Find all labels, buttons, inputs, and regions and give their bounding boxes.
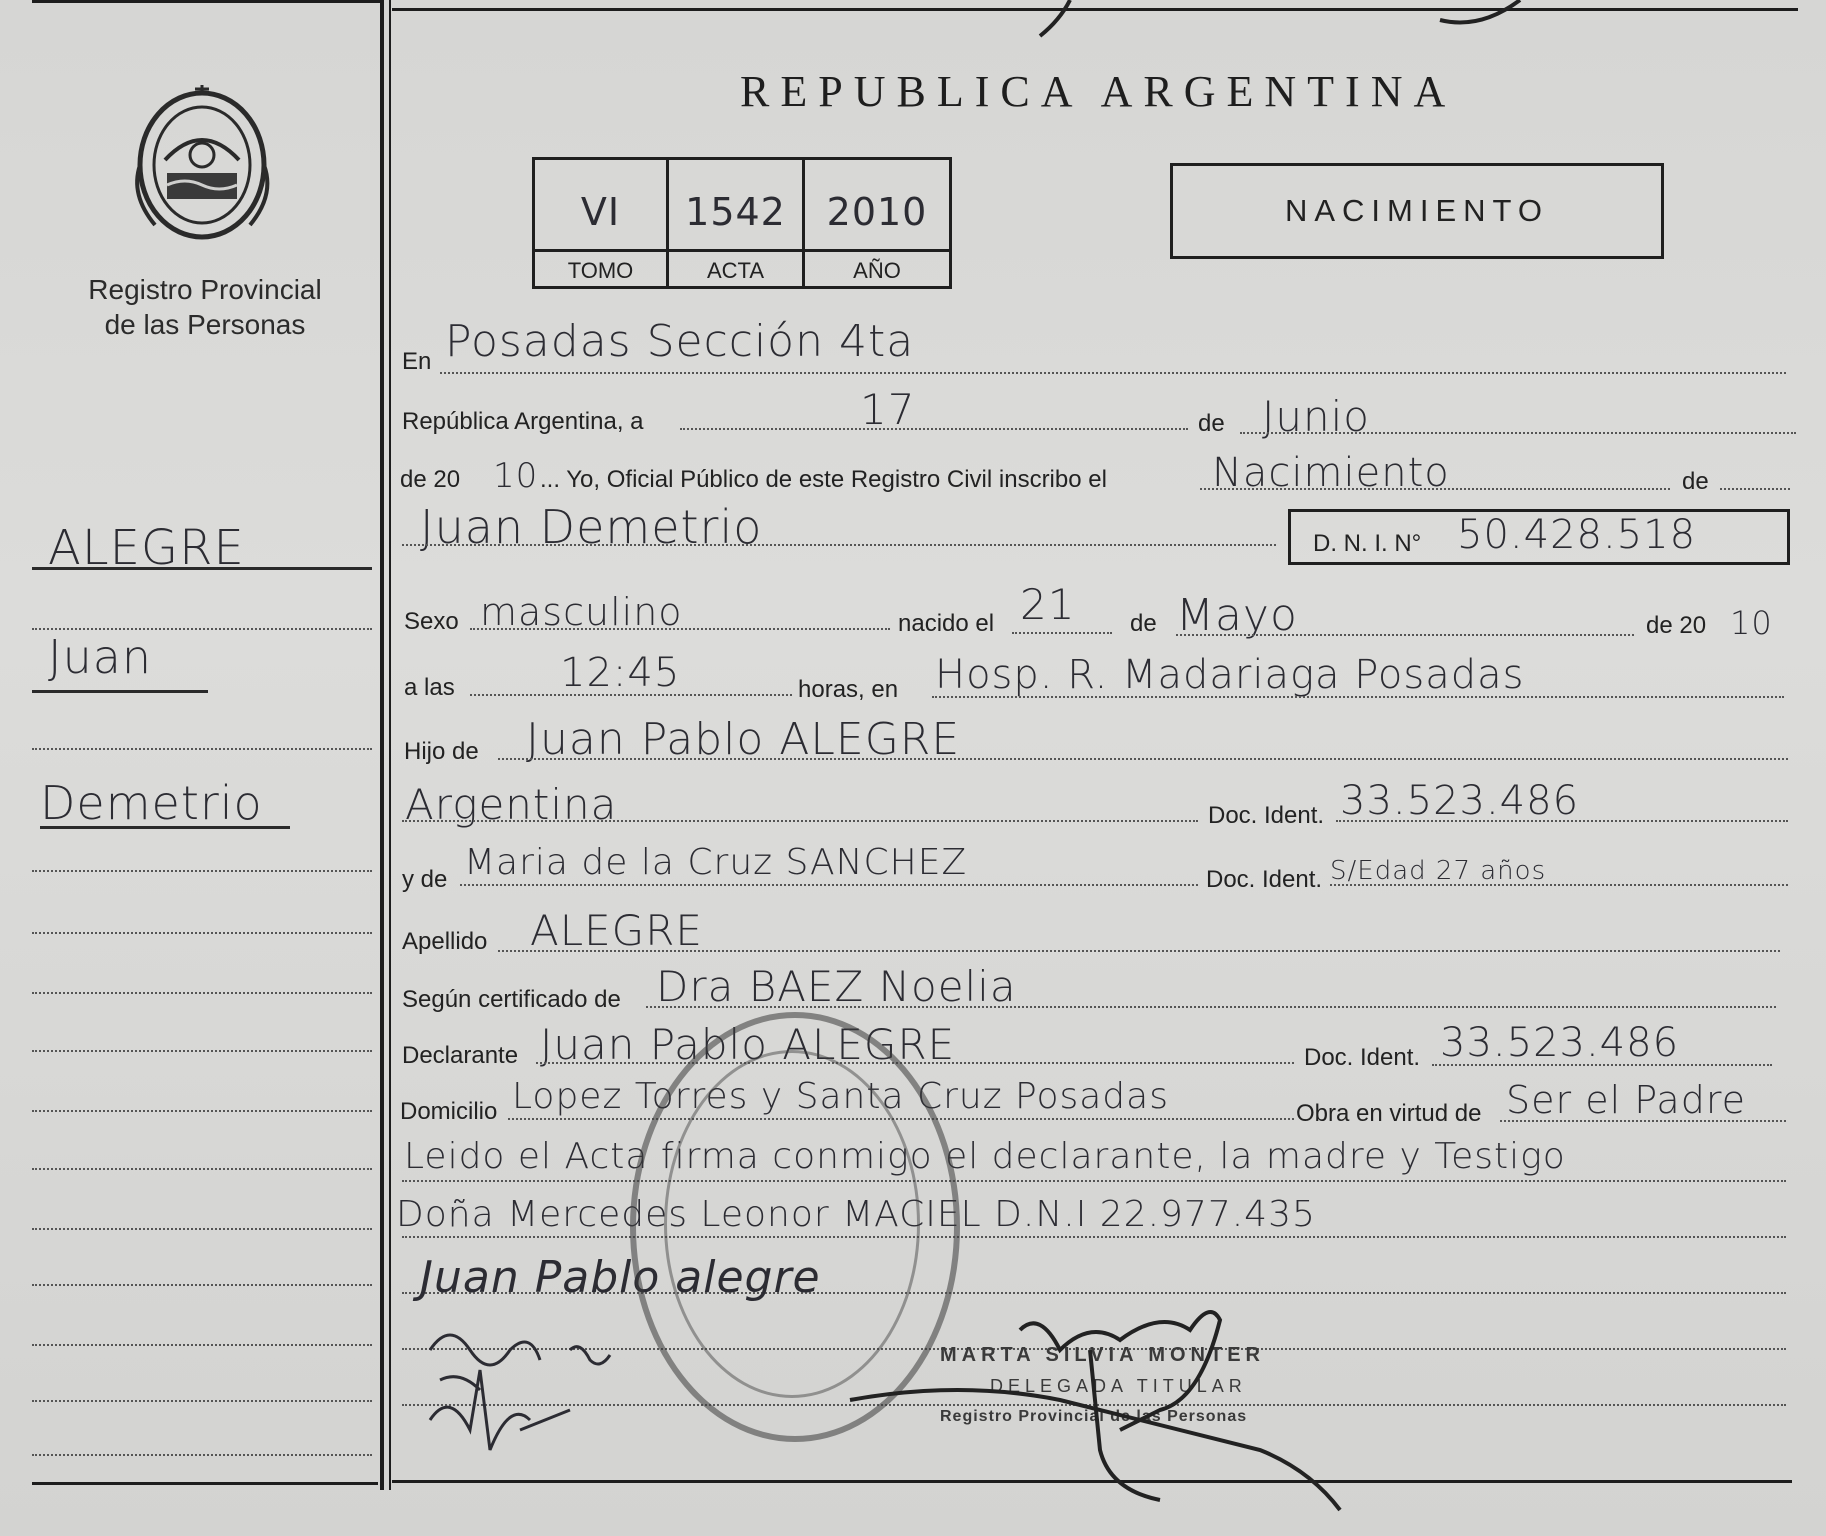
- reading-statement: Leido el Acta firma conmigo el declarante, la madre y Testigo: [404, 1136, 1566, 1177]
- birth-year-value: 10: [1730, 604, 1773, 642]
- form-line: [470, 628, 890, 630]
- margin-dotted-line: [32, 1050, 372, 1052]
- certificate-doctor-value: Dra BAEZ Noelia: [656, 962, 1017, 1011]
- en-label: En: [402, 348, 432, 375]
- provincial-seal-icon: [125, 85, 280, 245]
- anio-label: AÑO: [853, 258, 901, 283]
- registrar-statement: ... Yo, Oficial Público de este Registro Civil inscribo el: [540, 466, 1107, 493]
- father-doc-value: 33.523.486: [1340, 778, 1580, 824]
- de-label-3: de: [1130, 610, 1157, 637]
- form-line: [1720, 488, 1790, 490]
- registry-name: [40, 272, 370, 342]
- form-line: [402, 1180, 1786, 1182]
- child-name-value: Juan Demetrio: [420, 500, 763, 554]
- anio-value: 2010: [826, 190, 928, 234]
- form-line: [1432, 1064, 1772, 1066]
- alas-label: a las: [404, 674, 455, 701]
- horas-label: horas, en: [798, 676, 899, 703]
- act-type-value: Nacimiento: [1212, 450, 1450, 496]
- place-value: Posadas Sección 4ta: [445, 316, 915, 367]
- margin-dotted-line: [32, 870, 372, 872]
- form-line: [680, 428, 1188, 430]
- de-label: de: [1198, 410, 1225, 437]
- father-name-value: Juan Pablo ALEGRE: [526, 714, 961, 765]
- republica-label: República Argentina, a: [402, 408, 644, 435]
- official-signature-icon: [860, 1290, 1380, 1530]
- record-type-box: NACIMIENTO: [1170, 163, 1664, 259]
- bottom-rule-left: [32, 1482, 378, 1485]
- form-line: [402, 1236, 1786, 1238]
- margin-dotted-line: [32, 1228, 372, 1230]
- margin-dotted-line: [32, 1454, 372, 1456]
- form-line: [1200, 488, 1670, 490]
- tomo-label: TOMO: [567, 258, 634, 283]
- form-line: [470, 694, 792, 696]
- declarant-signature: Juan Pablo alegre: [420, 1252, 821, 1303]
- registry-reference-box: [532, 157, 952, 289]
- birth-month-value: Mayo: [1176, 590, 1298, 641]
- registry-line-2: de las Personas: [104, 309, 306, 340]
- margin-dotted-line: [32, 748, 372, 750]
- form-line: [932, 696, 1784, 698]
- day-value: 17: [860, 385, 916, 434]
- form-line: [1240, 432, 1796, 434]
- domicilio-label: Domicilio: [400, 1098, 498, 1125]
- tomo-value: VI: [580, 190, 621, 234]
- acta-label: ACTA: [706, 258, 765, 283]
- mother-name-value: Maria de la Cruz SANCHEZ: [464, 842, 968, 883]
- top-rule-left: [32, 0, 380, 3]
- margin-dotted-line: [32, 1284, 372, 1286]
- form-line: [1500, 1120, 1786, 1122]
- top-signature-strokes-icon: [1000, 0, 1560, 40]
- father-nationality-value: Argentina: [405, 780, 618, 829]
- witness-statement: Doña Mercedes Leonor MACIEL D.N.I 22.977.435: [396, 1194, 1316, 1235]
- official-title: DELEGADA TITULAR: [990, 1376, 1247, 1396]
- doc-ident-label-3: Doc. Ident.: [1304, 1044, 1421, 1071]
- form-line: [536, 1062, 1294, 1064]
- margin-surname: ALEGRE: [48, 520, 245, 576]
- form-line: [440, 372, 1786, 374]
- year-prefix-label: de 20: [400, 466, 461, 493]
- form-line: [646, 1006, 1776, 1008]
- dni-label: D. N. I. N°: [1313, 530, 1422, 557]
- official-name: MARTA SILVIA MONTER: [940, 1344, 1265, 1366]
- form-line: [1330, 884, 1788, 886]
- form-line: [1336, 820, 1788, 822]
- mother-doc-value: S/Edad 27 años: [1330, 856, 1547, 886]
- form-line: [1012, 632, 1112, 634]
- margin-surname-underline: [32, 567, 372, 570]
- declarant-doc-value: 33.523.486: [1440, 1020, 1680, 1066]
- segun-certificado-label: Según certificado de: [402, 986, 621, 1013]
- registry-line-1: Registro Provincial: [88, 274, 322, 305]
- form-line: [1176, 634, 1634, 636]
- reference-box-separator: [535, 249, 949, 252]
- acta-cell: [669, 160, 805, 286]
- margin-name-2: Demetrio: [40, 776, 263, 830]
- doc-ident-label-2: Doc. Ident.: [1206, 866, 1323, 893]
- margin-dotted-line: [32, 992, 372, 994]
- birth-time-value: 12:45: [560, 650, 681, 696]
- tomo-cell: [535, 160, 669, 286]
- margin-dotted-line: [32, 1110, 372, 1112]
- capacity-value: Ser el Padre: [1506, 1078, 1746, 1122]
- nacido-label: nacido el: [898, 610, 995, 637]
- anio-cell: [805, 160, 949, 286]
- birth-day-value: 21: [1020, 580, 1076, 629]
- form-line: [460, 884, 1198, 886]
- form-line: [402, 820, 1198, 822]
- margin-dotted-line: [32, 1168, 372, 1170]
- mother-signature-icon: [420, 1310, 640, 1470]
- doc-ident-label-1: Doc. Ident.: [1208, 802, 1325, 829]
- form-line: [498, 758, 1788, 760]
- form-left-border: [389, 0, 391, 1490]
- declarante-label: Declarante: [402, 1042, 519, 1069]
- left-column-divider: [380, 0, 384, 1490]
- margin-dotted-line: [32, 1344, 372, 1346]
- apellido-label: Apellido: [402, 928, 488, 955]
- margin-dotted-line: [32, 1400, 372, 1402]
- sexo-label: Sexo: [404, 608, 459, 635]
- margin-name-2-underline: [40, 826, 290, 829]
- year-value: 10: [493, 456, 539, 496]
- month-value: Junio: [1262, 392, 1370, 441]
- margin-name-1-underline: [32, 690, 208, 693]
- hijo-label: Hijo de: [404, 738, 479, 765]
- de-label-2: de: [1682, 468, 1709, 495]
- acta-value: 1542: [685, 190, 786, 234]
- margin-name-1: Juan: [48, 630, 153, 684]
- surname-value: ALEGRE: [530, 906, 703, 955]
- form-line: [402, 544, 1276, 546]
- official-office: Registro Provincial de las Personas: [940, 1408, 1248, 1425]
- declarant-name-value: Juan Pablo ALEGRE: [540, 1020, 956, 1069]
- dni-value: 50.428.518: [1457, 512, 1697, 558]
- document-title: REPUBLICA ARGENTINA: [740, 67, 1457, 116]
- y-de-label: y de: [402, 866, 448, 893]
- obra-label: Obra en virtud de: [1296, 1100, 1482, 1127]
- birth-place-value: Hosp. R. Madariaga Posadas: [935, 652, 1525, 698]
- form-line: [498, 950, 1780, 952]
- sex-value: masculino: [480, 590, 683, 634]
- birth-year-label: de 20: [1646, 612, 1707, 639]
- margin-dotted-line: [32, 932, 372, 934]
- dni-box: [1288, 509, 1790, 565]
- address-value: Lopez Torres y Santa Cruz Posadas: [512, 1076, 1169, 1117]
